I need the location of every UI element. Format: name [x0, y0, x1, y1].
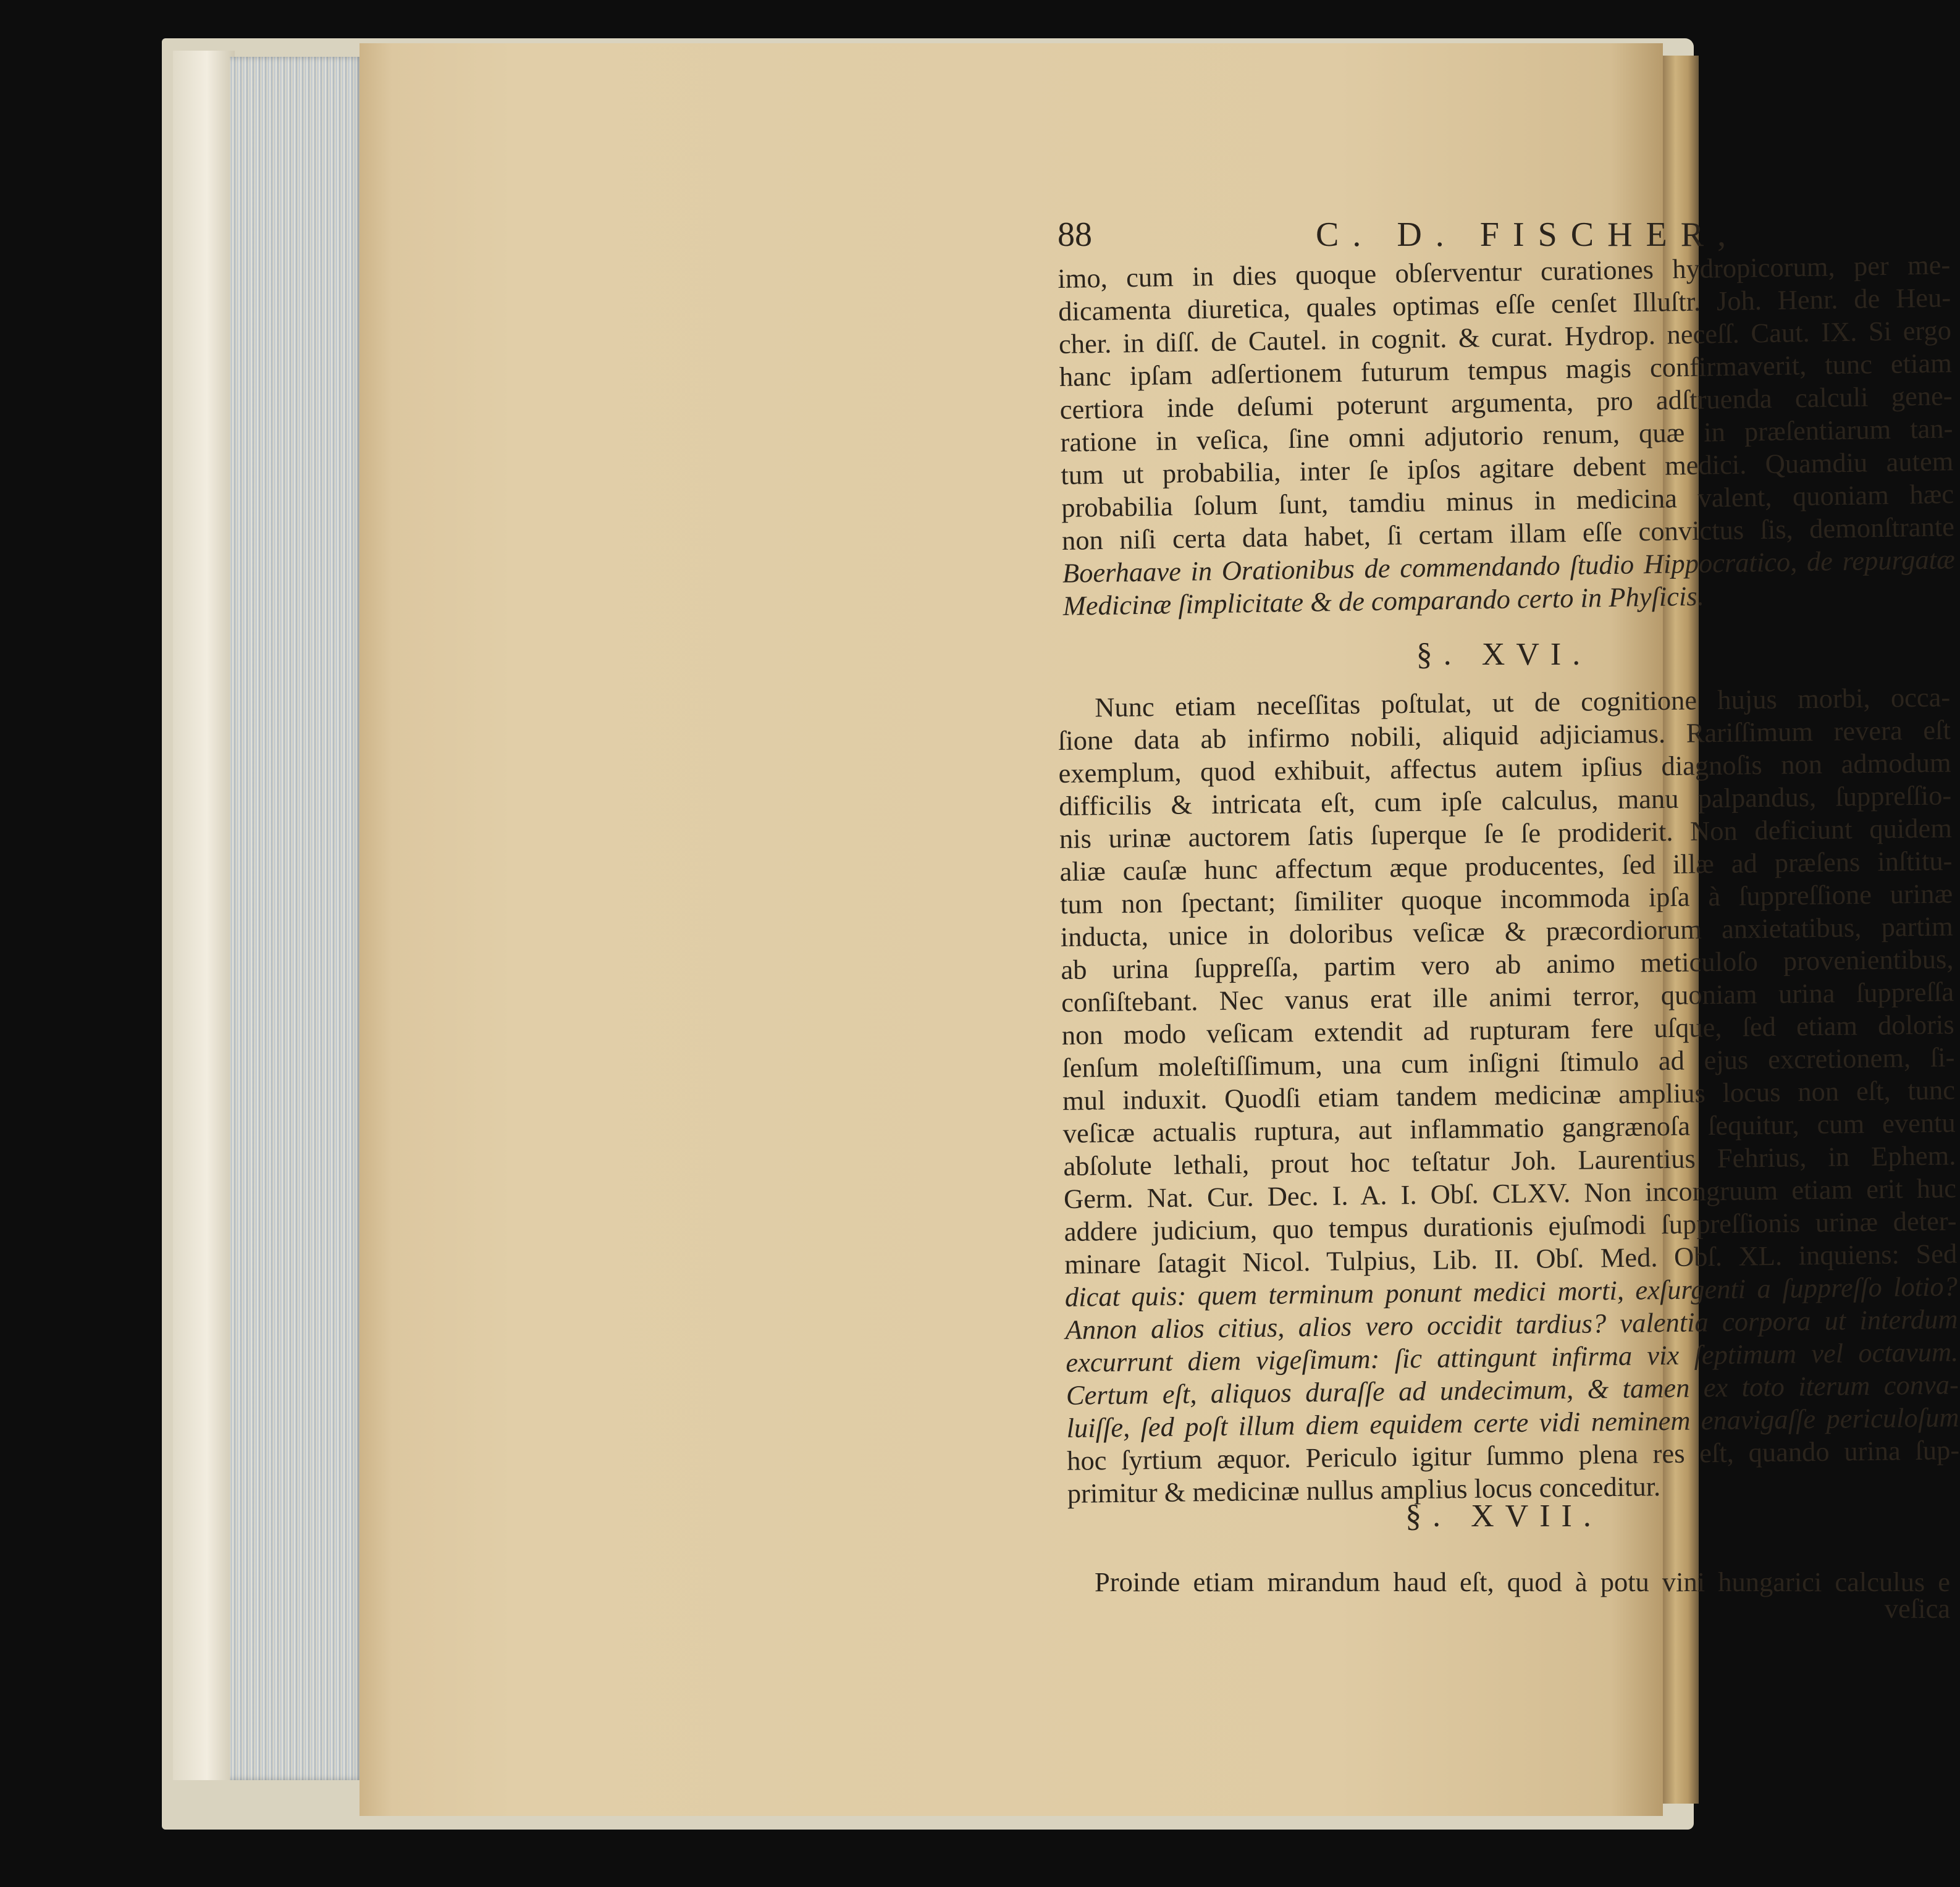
- text-line: Germ. Nat. Cur. Dec. I. A. I. Obſ. CLXV. Non incongruum etiam erit huc: [1063, 1172, 1957, 1214]
- text-line: tum ut probabilia, inter ſe ipſos agitare debent medici. Quamdiu autem: [1061, 445, 1954, 490]
- text-line: Medicinæ ſimplicitate & de comparando certo in Phyſicis.: [1062, 580, 1705, 621]
- text-line: minare ſatagit Nicol. Tulpius, Lib. II. Obſ. Med. Obſ. XL. inquiens: Sed: [1064, 1238, 1958, 1280]
- section-heading-xvi: §. XVI.: [1416, 637, 1592, 672]
- page-number: 88: [1058, 216, 1092, 254]
- text-line: mul induxit. Quodſi etiam tandem medicinæ amplius locus non eſt, tunc: [1062, 1074, 1956, 1116]
- text-line: ſenſum moleſtiſſimum, una cum inſigni ſtimulo ad ejus excretionem, ſi-: [1062, 1041, 1955, 1083]
- text-line: dicamenta diuretica, quales optimas eſſe cenſet Illuſtr. Joh. Henr. de Heu-: [1058, 282, 1951, 327]
- book-spine: [173, 51, 235, 1780]
- text-line: ratione in veſica, ſine omni adjutorio renum, quæ in præſentiarum tan-: [1060, 413, 1953, 458]
- text-line: imo, cum in dies quoque obſerventur curationes hydropicorum, per me-: [1058, 249, 1951, 294]
- text-line: certiora inde deſumi poterunt argumenta, pro adſtruenda calculi gene-: [1059, 380, 1953, 425]
- text-line: hanc ipſam adſertionem futurum tempus magis confirmaverit, tunc etiam: [1059, 347, 1953, 392]
- text-line: tum non ſpectant; ſimiliter quoque incommoda ipſa à ſuppreſſione urinæ: [1059, 878, 1953, 920]
- text-line: Boerhaave in Orationibus de commendando ſtudio Hippocratico, de repurgatæ: [1062, 544, 1956, 589]
- text-line: non niſi certa data habet, ſi certam illam eſſe convictus ſis, demonſtrante: [1061, 511, 1955, 556]
- text-line: ſione data ab infirmo nobili, aliquid adjiciamus. Rariſſimum revera eſt: [1058, 714, 1951, 756]
- text-line: primitur & medicinæ nullus amplius locus conceditur.: [1067, 1471, 1661, 1509]
- running-head: C. D. FISCHER,: [1316, 216, 1740, 254]
- text-line: ab urina ſuppreſſa, partim vero ab animo meticuloſo provenientibus,: [1061, 943, 1954, 985]
- section-heading-xvii: §. XVII.: [1405, 1498, 1602, 1534]
- text-line: addere judicium, quo tempus durationis ejuſmodi ſuppreſſionis urinæ deter-: [1064, 1205, 1957, 1247]
- catchword: veſica: [1884, 1593, 1950, 1624]
- text-line: nis urinæ auctorem ſatis ſuperque ſe ſe prodiderit. Non deficiunt quidem: [1059, 812, 1953, 854]
- text-line: difficilis & intricata eſt, cum ipſe calculus, manu palpandus, ſuppreſſio-: [1058, 780, 1952, 822]
- text-line: hoc ſyrtium æquor. Periculo igitur ſummo plena res eſt, quando urina ſup-: [1066, 1434, 1960, 1476]
- text-line: conſiſtebant. Nec vanus erat ille animi terror, quoniam urina ſuppreſſa: [1061, 976, 1954, 1018]
- text-line: Certum eſt, aliquos duraſſe ad undecimum, & tamen ex toto iterum conva-: [1066, 1369, 1959, 1411]
- text-line: exemplum, quod exhibuit, affectus autem ipſius diagnoſis non admodum: [1058, 747, 1951, 789]
- book-page: [360, 43, 1960, 1816]
- text-line: cher. in diſſ. de Cautel. in cognit. & curat. Hydrop. neceſſ. Caut. IX. Si ergo: [1058, 314, 1952, 359]
- text-line: Nunc etiam neceſſitas poſtulat, ut de cognitione hujus morbi, occa-: [1095, 681, 1951, 723]
- text-line: abſolute lethali, prout hoc teſtatur Joh. Laurentius Fehrius, in Ephem.: [1063, 1140, 1956, 1182]
- paragraph-1: [1058, 248, 1956, 623]
- text-line: probabilia ſolum ſunt, tamdiu minus in medicina valent, quoniam hæc: [1061, 478, 1954, 523]
- paragraph-2: [1058, 681, 1960, 1510]
- text-line: excurrunt diem vigeſimum: ſic attingunt infirma vix ſeptimum vel octavum.: [1065, 1336, 1959, 1378]
- text-line: non modo veſicam extendit ad rupturam fere uſque, ſed etiam doloris: [1061, 1009, 1954, 1051]
- text-line: aliæ cauſæ hunc affectum æque producentes, ſed illæ ad præſens inſtitu-: [1059, 845, 1953, 887]
- text-line: Proinde etiam mirandum haud eſt, quod à potu vini hungarici calculus e: [1095, 1566, 1950, 1597]
- paragraph-3: [1058, 1566, 1950, 1599]
- text-line: inducta, unice in doloribus veſicæ & præcordiorum anxietatibus, partim: [1060, 910, 1954, 952]
- text-line: Annon alios citius, alios vero occidit tardius? valentia corpora ut interdum: [1065, 1303, 1958, 1345]
- text-line: luiſſe, ſed poſt illum diem equidem certe vidi neminem enavigaſſe periculoſum: [1066, 1402, 1959, 1444]
- page-edges: [230, 57, 363, 1780]
- text-line: veſicæ actualis ruptura, aut inflammatio gangrænoſa ſequitur, cum eventu: [1062, 1107, 1956, 1149]
- text-line: dicat quis: quem terminum ponunt medici morti, exſurgenti a ſuppreſſo lotio?: [1064, 1271, 1958, 1313]
